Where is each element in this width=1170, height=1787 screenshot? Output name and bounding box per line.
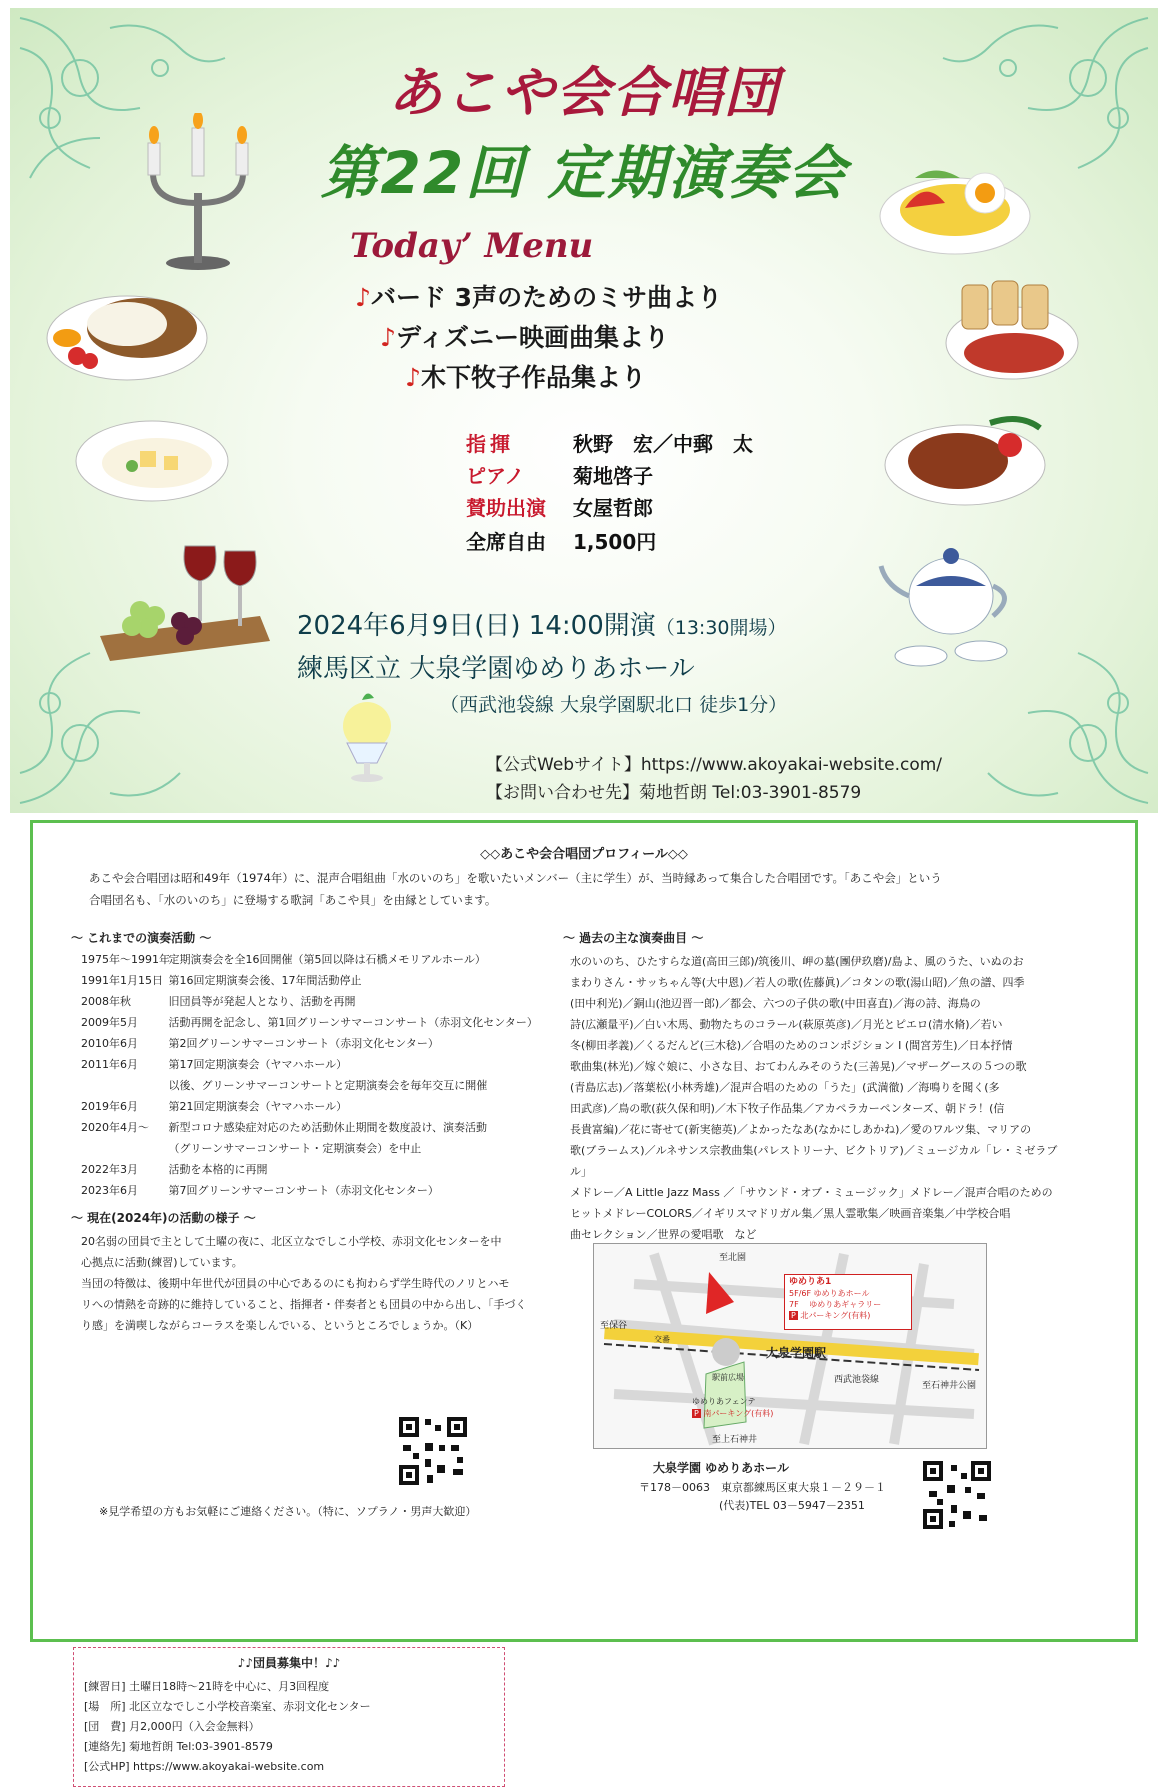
recruit-hp-link[interactable]: [公式HP] https://www.akoyakai-website.com: [84, 1760, 325, 1773]
hamburg-plate-icon: [42, 276, 212, 386]
map-label-south: 至上石神井: [712, 1435, 758, 1445]
map-venue-callout: ゆめりあ1 5F/6F ゆめりあホール 7F ゆめりあギャラリー P 北パーキング(有料): [784, 1274, 912, 1330]
performer-role: 指揮: [466, 432, 514, 456]
menu-heading: Today’ Menu: [350, 226, 594, 266]
concert-flyer: [10, 8, 1158, 813]
profile-intro: あこや会合唱団は昭和49年（1974年）に、混声合唱組曲「水のいのち」を歌いたいメンバー（主に学生）が、当時縁あって集合した合唱団です。「あこや会」という 合唱団名も、「水のいのち」に登場する歌詞「あこや貝」を由縁としています。: [89, 871, 942, 907]
wine-cheese-board-icon: [90, 536, 280, 666]
price-label: 全席自由: [466, 530, 546, 554]
works-heading: ～ 過去の主な演奏曲目 ～: [563, 931, 704, 945]
map-label-police: 交番: [654, 1335, 670, 1344]
concert-title: 第22回 定期演奏会: [320, 139, 848, 207]
program-item: ♪木下牧子作品集より: [405, 363, 646, 392]
choir-profile: [30, 820, 1138, 1773]
map-label-south-parking: P 南パーキング(有料): [694, 1409, 774, 1418]
map-label-west: 至保谷: [600, 1321, 628, 1331]
history-row: 2011年6月 第17回定期演奏会（ヤマハホール）: [81, 1058, 348, 1071]
history-row: 2023年6月 第7回グリーンサマーコンサート（赤羽文化センター）: [81, 1184, 439, 1197]
history-row: 1975年～1991年 定期演奏会を全16回開催（第5回以降は石橋メモリアルホール）: [81, 953, 486, 966]
map-label-east: 至石神井公園: [922, 1381, 977, 1391]
history-row: 1991年1月15日 第16回定期演奏会後、17年間活動停止: [81, 974, 362, 987]
profile-title: ◇◇あこや会合唱団プロフィール◇◇: [480, 847, 688, 862]
steak-plate-icon: [880, 403, 1050, 513]
venue-address: 〒178－0063 東京都練馬区東大泉１－２９－１: [639, 1481, 886, 1494]
history-heading: ～ これまでの演奏活動 ～: [71, 931, 212, 945]
price-value: 1,500円: [573, 530, 657, 554]
venue-access: （西武池袋線 大泉学園駅北口 徒歩1分）: [440, 694, 788, 716]
concert-date: 2024年6月9日(日) 14:00開演（13:30開場）: [297, 611, 787, 641]
website-line[interactable]: 【公式Webサイト】https://www.akoyakai-website.com/: [486, 755, 943, 775]
venue-phone: (代表)TEL 03－5947－2351: [719, 1499, 865, 1512]
current-activity-text: 20名弱の団員で主として土曜の夜に、北区立なでしこ小学校、赤羽文化センターを中 心拠点に活動(練習)しています。 当団の特徴は、後期中年世代が団員の中心であるのにも拘わらず学生時代のノリとハモ リへの情熱を奇跡的に維持していること、指揮者・伴奏者とも団員の中から出し、「手づく り感」を満喫しながらコーラスを楽しんでいる、というところでしょうか。（K）: [81, 1235, 527, 1332]
music-note-icon: ♪: [405, 363, 421, 392]
gratin-plate-icon: [72, 411, 232, 511]
map-label-north: 至北園: [719, 1253, 747, 1263]
recruit-title: ♪♪団員募集中！♪♪: [237, 1656, 341, 1670]
choir-name-title: あこや会合唱団: [388, 61, 780, 124]
recruit-row: [練習日] 土曜日18時～21時を中心に、月3回程度: [84, 1680, 330, 1693]
performer-role: 賛助出演: [466, 496, 546, 520]
qr-code-icon[interactable]: [397, 1415, 469, 1487]
history-row: （グリーンサマーコンサート・定期演奏会）を中止: [168, 1142, 422, 1155]
music-note-icon: ♪: [355, 283, 371, 312]
map-label-station: 大泉学園駅: [766, 1346, 827, 1360]
recruit-row: [場 所] 北区立なでしこ小学校音楽室、赤羽文化センター: [84, 1700, 371, 1713]
map-label-fente: ゆめりあフェンテ: [692, 1397, 756, 1406]
map-label-line: 西武池袋線: [834, 1375, 880, 1385]
music-note-icon: ♪: [380, 323, 396, 352]
sorbet-icon: [332, 688, 402, 788]
current-heading: ～ 現在(2024年)の活動の様子 ～: [71, 1211, 256, 1225]
recruit-row: [連絡先] 菊地哲朗 Tel:03-3901-8579: [84, 1740, 273, 1753]
history-row: 2020年4月～ 新型コロナ感染症対応のため活動休止期間を数度設け、演奏活動: [81, 1121, 488, 1134]
performer-role: ピアノ: [466, 464, 525, 488]
program-item: ♪ディズニー映画曲集より: [380, 323, 669, 352]
venue-name: 大泉学園 ゆめりあホール: [653, 1461, 789, 1475]
performer-name: 女屋哲郎: [573, 496, 653, 520]
program-item: ♪バード 3声のためのミサ曲より: [355, 283, 723, 312]
qr-code-icon[interactable]: [921, 1459, 993, 1531]
works-list: 水のいのち、ひたすらな道(高田三郎)/筑後川、岬の墓(團伊玖磨)/島よ、風のうた、いぬのお まわりさん・サッちゃん等(大中恩)／若人の歌(佐藤眞)／コタンの歌(湯山昭)／魚の譜、四季 (田中利光)／銅山(池辺晋一郎)／都会、六つの子供の歌(中田喜直)／海の詩、海鳥の 詩(広瀬量平)／白い木馬、動物たちのコラール(萩原英彦)／月光とピエロ(清水脩)／若い 冬(柳田孝義)／くるだんど(三木稔)／合唱のためのコンポジション I (間宮芳生)／日本抒情 歌曲集(林光)／嫁ぐ娘に、小さな目、おてわんみそのうた(三善晃)／マザーグースの５つの歌 (青島広志)／落葉松(小林秀雄)／混声合唱のための「うた」(武満徹) ／海鳴りを聞く(多 田武彦)／鳥の歌(荻久保和明)／木下牧子作品集／アカペラカーペンターズ、朝ドラ！(信 長貴富編)／花に寄せて(新実徳英)／よかったなあ(なかにしあかね)／愛のワルツ集、マリアの 歌(ブラームス)／ルネサンス宗教曲集(パレストリーナ、ビクトリア)／ミュージカル「レ・ミゼラブル」 メドレー／A Little Jazz Mass ／「サウンド・オブ・ミュージック」メドレー／混声合唱のための ヒットメドレーCOLORS／イギリスマドリガル集／黒人霊歌集／映画音楽集／中学校合唱 曲セレクション／世界の愛唱歌 など: [570, 955, 1058, 1241]
history-row: 2009年5月 活動再開を記念し、第1回グリーンサマーコンサート（赤羽文化センター）: [81, 1016, 538, 1029]
member-recruit-box: [73, 1647, 505, 1787]
performer-name: 秋野 宏／中郵 太: [573, 432, 753, 456]
map-label-plaza: 駅前広場: [712, 1373, 744, 1382]
performer-name: 菊地啓子: [573, 464, 653, 488]
history-row: 2019年6月 第21回定期演奏会（ヤマハホール）: [81, 1100, 348, 1113]
history-row: 2010年6月 第2回グリーンサマーコンサート（赤羽文化センター）: [81, 1037, 439, 1050]
venue-map: [593, 1243, 987, 1449]
teapot-icon: [876, 536, 1026, 686]
history-row: 2008年秋 旧団員等が発起人となり、活動を再開: [81, 995, 356, 1008]
recruit-note: ※見学希望の方もお気軽にご連絡ください。（特に、ソプラノ・男声大歓迎）: [99, 1505, 477, 1518]
history-row: 以後、グリーンサマーコンサートと定期演奏会を毎年交互に開催: [168, 1079, 488, 1092]
bread-plate-icon: [942, 273, 1082, 383]
concert-venue: 練馬区立 大泉学園ゆめりあホール: [297, 654, 695, 684]
inquiry-line: 【お問い合わせ先】菊地哲朗 Tel:03-3901-8579: [486, 783, 862, 803]
recruit-row: [団 費] 月2,000円（入会金無料）: [84, 1720, 260, 1733]
history-row: 2022年3月 活動を本格的に再開: [81, 1163, 268, 1176]
history-list: [81, 951, 551, 1221]
